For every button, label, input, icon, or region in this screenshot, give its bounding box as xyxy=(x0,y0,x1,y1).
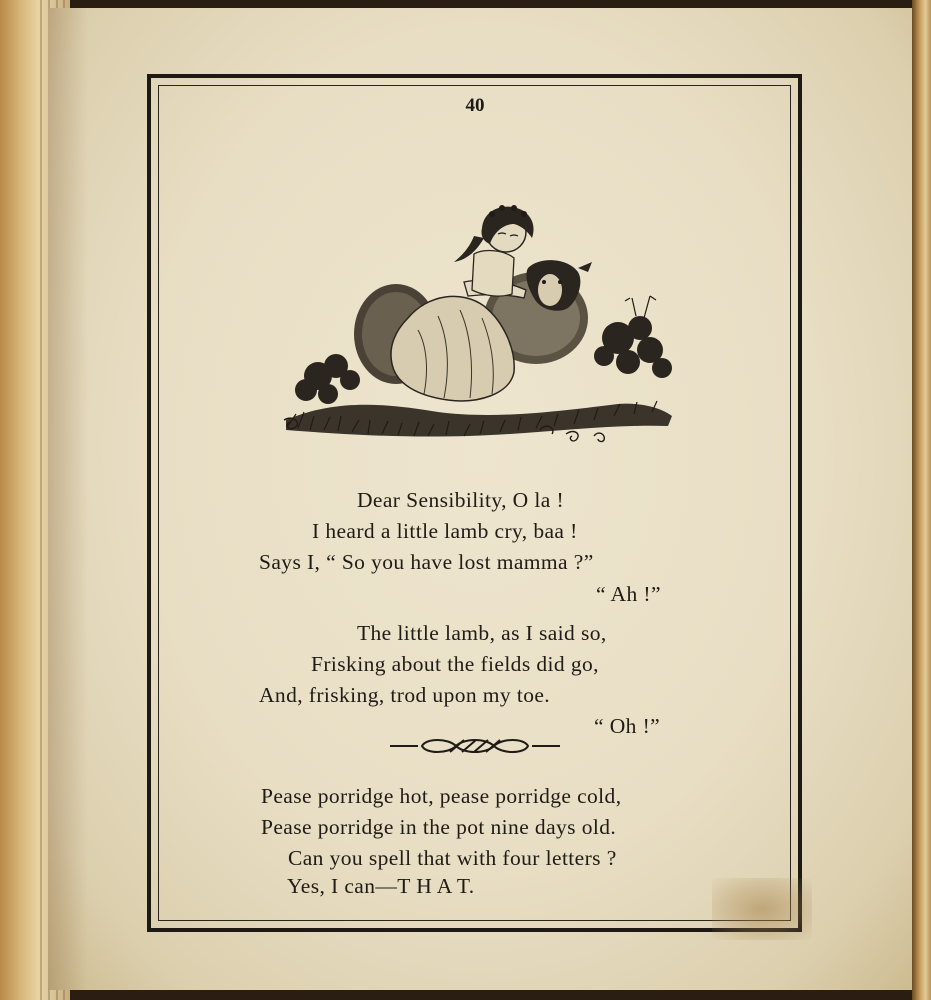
verse-line: Frisking about the fields did go, xyxy=(311,652,599,676)
page-number: 40 xyxy=(465,95,485,116)
verse-line: Can you spell that with four letters ? xyxy=(288,846,617,870)
verse-line: Pease porridge hot, pease porridge cold, xyxy=(261,784,622,808)
verse-line: “ Oh !” xyxy=(594,714,661,738)
verse-line: I heard a little lamb cry, baa ! xyxy=(312,519,578,543)
verse-line: Yes, I can—T H A T. xyxy=(287,874,475,898)
verse-line: “ Ah !” xyxy=(596,582,661,606)
verse-line: The little lamb, as I said so, xyxy=(357,621,607,645)
verse-line: And, frisking, trod upon my toe. xyxy=(259,683,551,707)
ornament-divider-icon xyxy=(390,736,560,756)
verse-line: Pease porridge in the pot nine days old. xyxy=(261,815,617,839)
verse-line: Dear Sensibility, O la ! xyxy=(357,488,565,512)
verse-line: Says I, “ So you have lost mamma ?” xyxy=(259,550,594,574)
